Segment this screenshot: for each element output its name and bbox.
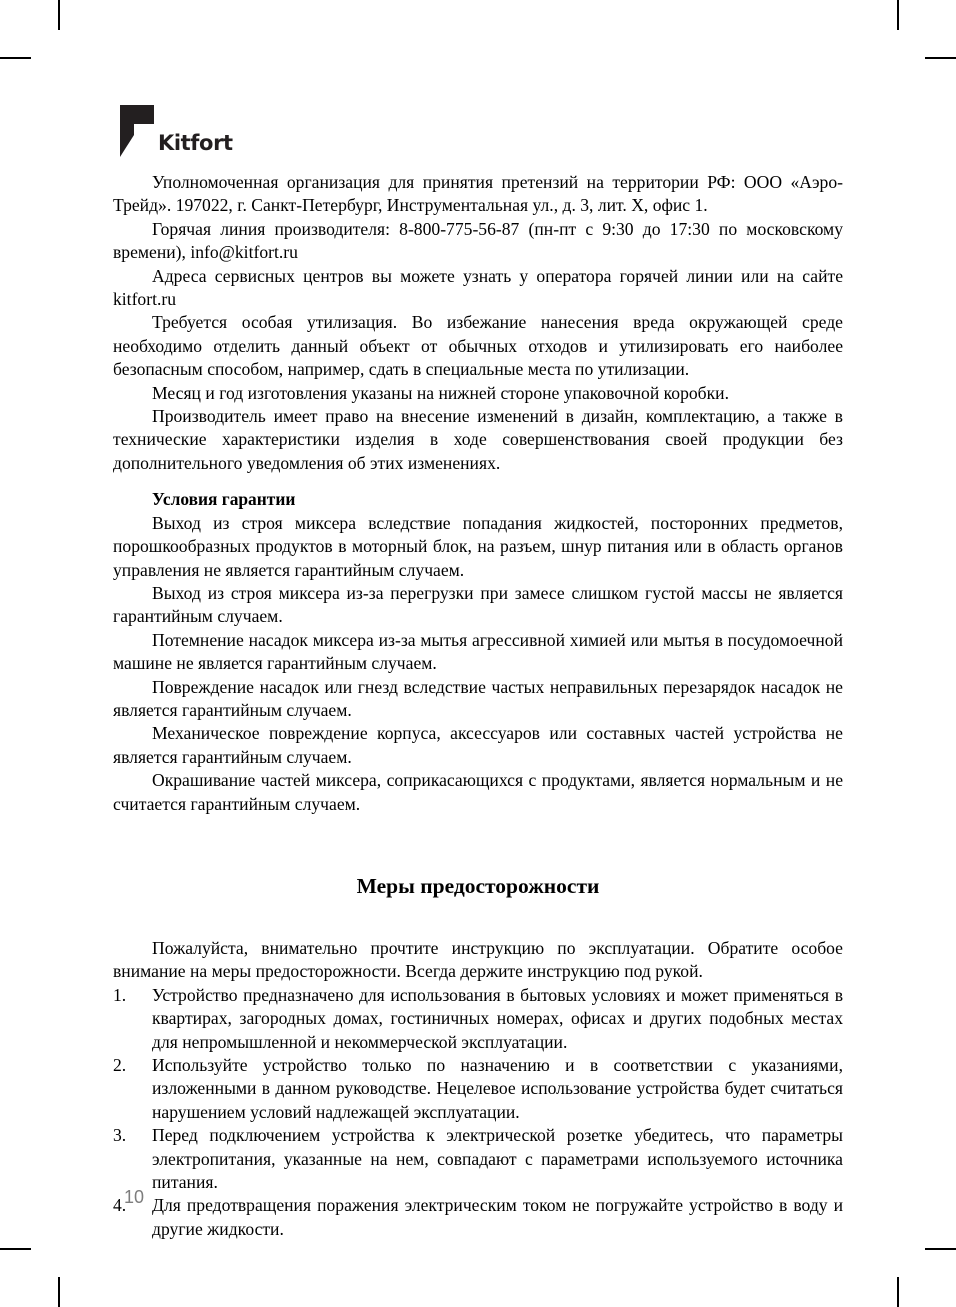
warranty-paragraph-6: Окрашивание частей миксера, соприкасающихся с продуктами, является нормальным и не считается гарантийным случаем. <box>113 770 843 814</box>
crop-mark-top-right-horizontal <box>925 57 956 59</box>
paragraph-manufacture-date: Месяц и год изготовления указаны на нижней стороне упаковочной коробки. <box>152 382 729 403</box>
paragraph-authorized-org: Уполномоченная организация для принятия претензий на территории РФ: ООО «Аэро-Трейд». 197022, г. Санкт-Петербург, Инструментальная ул., д. 3, лит. X, офис 1. <box>113 172 843 216</box>
paragraph-design-changes: Производитель имеет право на внесение изменений в дизайн, комплектацию, а также в технические характеристики изделия в ходе совершенствования своей продукции без дополнительного уведомления об этих изменениях. <box>113 406 843 473</box>
list-item <box>113 1124 843 1194</box>
list-item-text: Для предотвращения поражения электрическим током не погружайте устройство в воду и другие жидкости. <box>152 1195 843 1239</box>
paragraph-service-centers: Адреса сервисных центров вы можете узнать у оператора горячей линии или на сайте kitfort.ru <box>113 265 843 310</box>
warranty-paragraph-4: Повреждение насадок или гнезд вследствие частых неправильных перезарядок насадок не является гарантийным случаем. <box>113 676 843 720</box>
page-number: 10 <box>124 1187 145 1207</box>
brand-logo <box>113 105 843 167</box>
list-item <box>113 1194 843 1241</box>
list-item <box>113 1054 843 1124</box>
safety-intro-paragraph: Пожалуйста, внимательно прочтите инструкцию по эксплуатации. Обратите особое внимание на меры предосторожности. Всегда держите инструкцию под рукой. <box>113 937 843 982</box>
list-item <box>113 984 843 1054</box>
warranty-heading: Условия гарантии <box>152 489 296 510</box>
crop-mark-bottom-right-vertical <box>897 1277 899 1307</box>
crop-mark-bottom-left-vertical <box>58 1277 60 1307</box>
warranty-paragraph-3: Потемнение насадок миксера из-за мытья агрессивной химией или мытья в посудомоечной машине не является гарантийным случаем. <box>113 629 843 674</box>
list-item-number: 4. <box>113 1195 127 1216</box>
kitfort-pennant-logo-icon <box>120 105 154 157</box>
crop-mark-bottom-right-horizontal <box>925 1248 956 1250</box>
crop-mark-top-right-vertical <box>897 0 899 30</box>
list-item-number: 2. <box>113 1055 127 1075</box>
spacer-before-section-title <box>113 816 843 873</box>
page-content <box>113 105 843 1241</box>
list-item-number: 3. <box>113 1125 127 1146</box>
brand-wordmark: Kitfort <box>158 131 233 155</box>
crop-mark-bottom-left-horizontal <box>0 1248 31 1250</box>
list-item-text: Используйте устройство только по назначению и в соответствии с указаниями, изложенными в данном руководстве. Нецелевое использование устройства будет считаться нарушением условий надлежащей эксплуатации. <box>152 1055 843 1122</box>
paragraph-disposal: Требуется особая утилизация. Во избежание нанесения вреда окружающей среде необходимо отделить данный объект от обычных отходов и утилизировать его наиболее безопасным способом, например, сдать в специальные места по утилизации. <box>113 312 843 380</box>
paragraph-hotline: Горячая линия производителя: 8-800-775-56-87 (пн-пт с 9:30 до 17:30 по московскому времени), info@kitfort.ru <box>113 218 843 263</box>
spacer-after-section-title <box>113 899 843 937</box>
safety-section-title: Меры предосторожности <box>356 873 600 898</box>
crop-mark-top-left-horizontal <box>0 57 31 59</box>
list-item-number: 1. <box>113 984 127 1005</box>
safety-numbered-list <box>113 984 843 1241</box>
list-item-text: Устройство предназначено для использования в бытовых условиях и может применяться в квартирах, загородных домах, гостиничных номерах, офисах и других подобных местах для непромышленной и некоммерческой эксплуатации. <box>152 984 843 1052</box>
warranty-paragraph-5: Механическое повреждение корпуса, аксессуаров или составных частей устройства не является гарантийным случаем. <box>113 723 843 767</box>
list-item-text: Перед подключением устройства к электрической розетке убедитесь, что параметры электропитания, указанные на нем, совпадают с параметрами используемого источника питания. <box>152 1125 843 1193</box>
warranty-paragraph-1: Выход из строя миксера вследствие попадания жидкостей, посторонних предметов, порошкообразных продуктов в моторный блок, на разъем, шнур питания или в область органов управления не является гарантийным случаем. <box>113 512 843 580</box>
warranty-paragraph-2: Выход из строя миксера из-за перегрузки при замесе слишком густой массы не является гарантийным случаем. <box>113 582 843 627</box>
crop-mark-top-left-vertical <box>58 0 60 30</box>
